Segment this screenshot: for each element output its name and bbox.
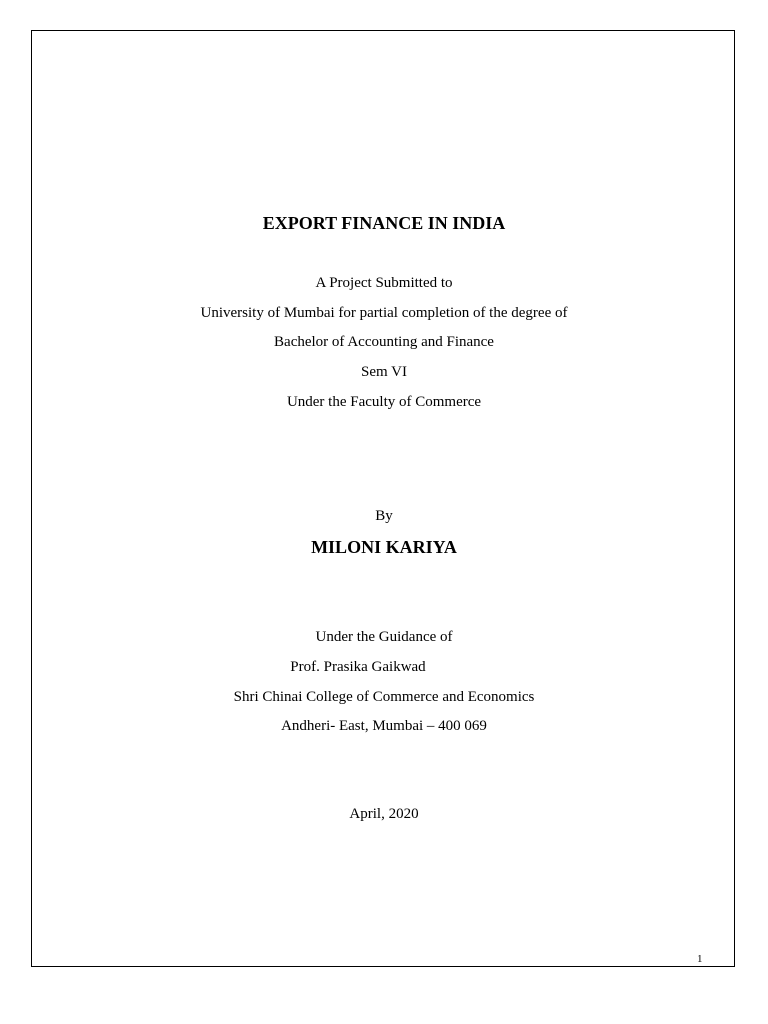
page-border xyxy=(31,30,735,967)
college-address: Andheri- East, Mumbai – 400 069 xyxy=(281,718,487,734)
author-name: MILONI KARIYA xyxy=(311,537,457,557)
submission-line-5: Under the Faculty of Commerce xyxy=(286,394,482,410)
college-name: Shri Chinai College of Commerce and Economics xyxy=(233,689,535,705)
submission-date: April, 2020 xyxy=(349,806,419,822)
submission-line-2: University of Mumbai for partial completion of the degree of xyxy=(200,305,568,321)
page-number: 1 xyxy=(697,953,703,965)
document-title: EXPORT FINANCE IN INDIA xyxy=(262,213,506,233)
submission-line-3: Bachelor of Accounting and Finance xyxy=(274,334,494,350)
submission-line-1: A Project Submitted to xyxy=(315,275,453,291)
by-label: By xyxy=(375,508,393,524)
guide-name: Prof. Prasika Gaikwad xyxy=(290,659,426,675)
submission-line-4: Sem VI xyxy=(361,364,407,380)
guidance-label: Under the Guidance of xyxy=(315,629,453,645)
